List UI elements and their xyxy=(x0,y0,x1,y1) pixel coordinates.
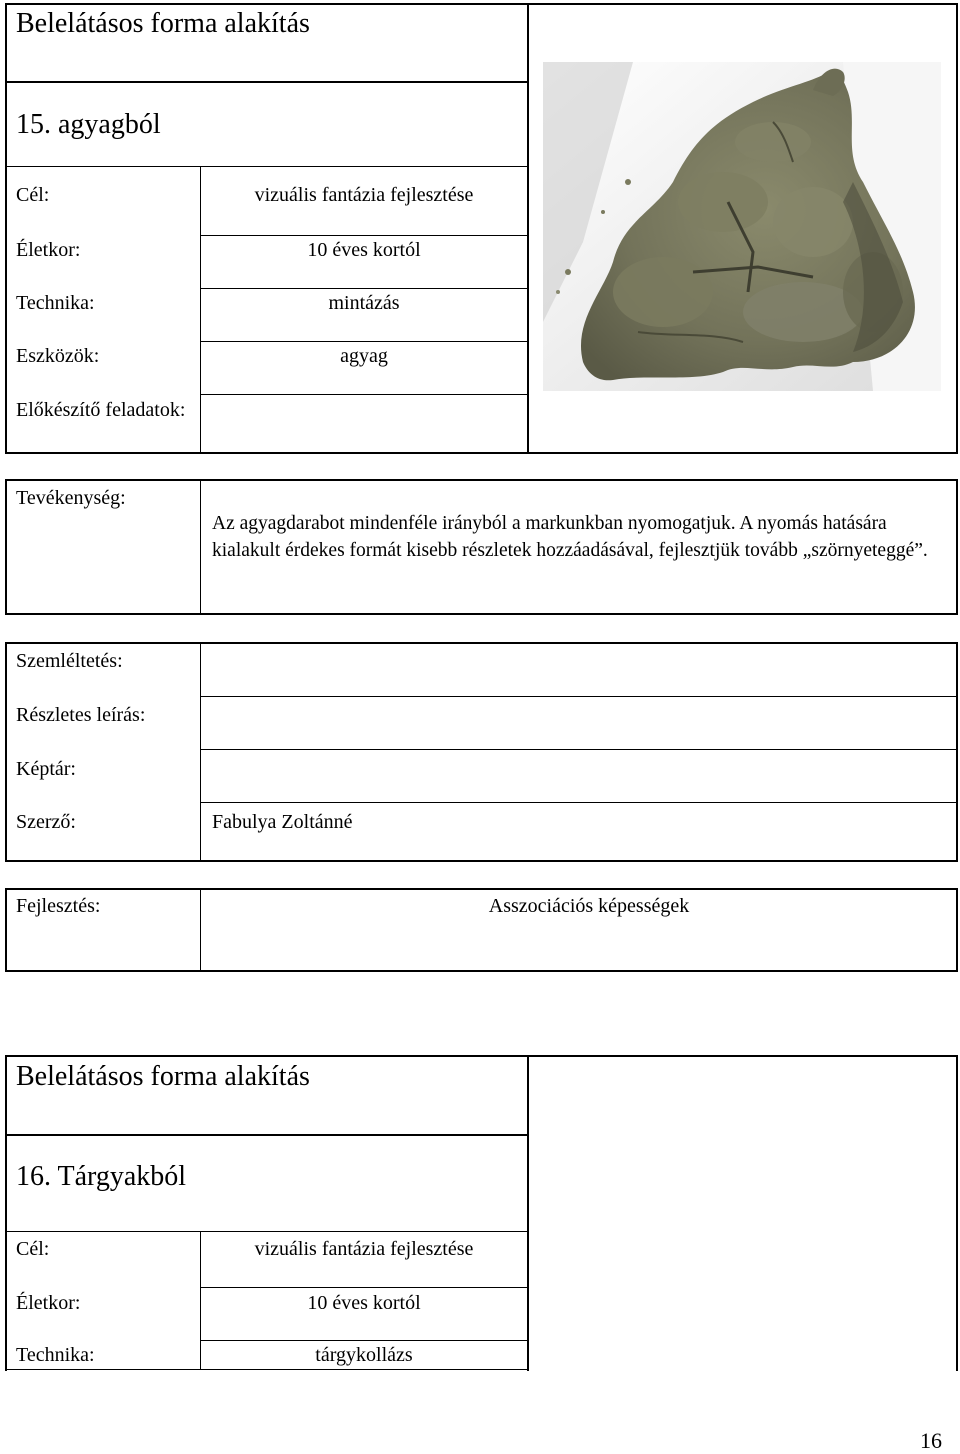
clay-sculpture-photo xyxy=(543,62,941,391)
prep-label: Előkészítő feladatok: xyxy=(16,399,186,421)
card2-subtitle: 16. Tárgyakból xyxy=(16,1161,187,1192)
divider xyxy=(200,1340,528,1341)
divider xyxy=(5,1369,528,1370)
card1-subtitle: 15. agyagból xyxy=(16,109,161,140)
gallery-label: Képtár: xyxy=(16,758,76,780)
divider xyxy=(200,749,958,750)
activity-label: Tevékenység: xyxy=(16,487,126,509)
divider xyxy=(200,1287,528,1288)
divider xyxy=(527,1055,529,1371)
page-number: 16 xyxy=(920,1428,942,1453)
card2-age-label: Életkor: xyxy=(16,1292,81,1314)
card2-technique-value: tárgykollázs xyxy=(315,1344,413,1366)
age-label: Életkor: xyxy=(16,239,81,261)
divider xyxy=(200,341,528,342)
card2-title: Belelátásos forma alakítás xyxy=(16,1061,310,1092)
clay-sculpture-image xyxy=(543,62,941,391)
divider xyxy=(200,696,958,697)
card2-goal-label: Cél: xyxy=(16,1238,50,1260)
divider xyxy=(5,81,528,83)
divider xyxy=(200,394,528,395)
tools-value: agyag xyxy=(340,345,388,367)
technique-label: Technika: xyxy=(16,292,95,314)
goal-value: vizuális fantázia fejlesztése xyxy=(254,184,474,206)
divider xyxy=(200,479,201,615)
info-table xyxy=(5,642,958,862)
divider xyxy=(200,235,528,236)
card2-age-value: 10 éves kortól xyxy=(307,1292,421,1314)
divider xyxy=(5,1231,528,1232)
technique-value: mintázás xyxy=(328,292,400,314)
illustration-label: Szemléltetés: xyxy=(16,650,123,672)
age-value: 10 éves kortól xyxy=(307,239,421,261)
author-label: Szerző: xyxy=(16,811,76,833)
detailed-description-label: Részletes leírás: xyxy=(16,704,146,726)
activity-text: Az agyagdarabot mindenféle irányból a markunkban nyomogatjuk. A nyomás hatására kialakult érdekes formát kisebb részletek hozzáadásával, fejlesztjük tovább „szörnyeteggé”. xyxy=(212,513,928,561)
card1-title: Belelátásos forma alakítás xyxy=(16,8,310,39)
card2-goal-value: vizuális fantázia fejlesztése xyxy=(254,1238,474,1260)
goal-label: Cél: xyxy=(16,184,50,206)
divider xyxy=(5,1134,528,1136)
divider xyxy=(200,802,958,803)
development-label: Fejlesztés: xyxy=(16,895,101,917)
divider xyxy=(527,3,529,454)
card2-technique-label: Technika: xyxy=(16,1344,95,1366)
card2-header-table xyxy=(5,1055,958,1371)
development-value: Asszociációs képességek xyxy=(488,895,690,917)
divider xyxy=(200,642,201,862)
divider xyxy=(200,288,528,289)
tools-label: Eszközök: xyxy=(16,345,100,367)
author-value: Fabulya Zoltánné xyxy=(212,811,353,833)
divider xyxy=(5,166,528,167)
